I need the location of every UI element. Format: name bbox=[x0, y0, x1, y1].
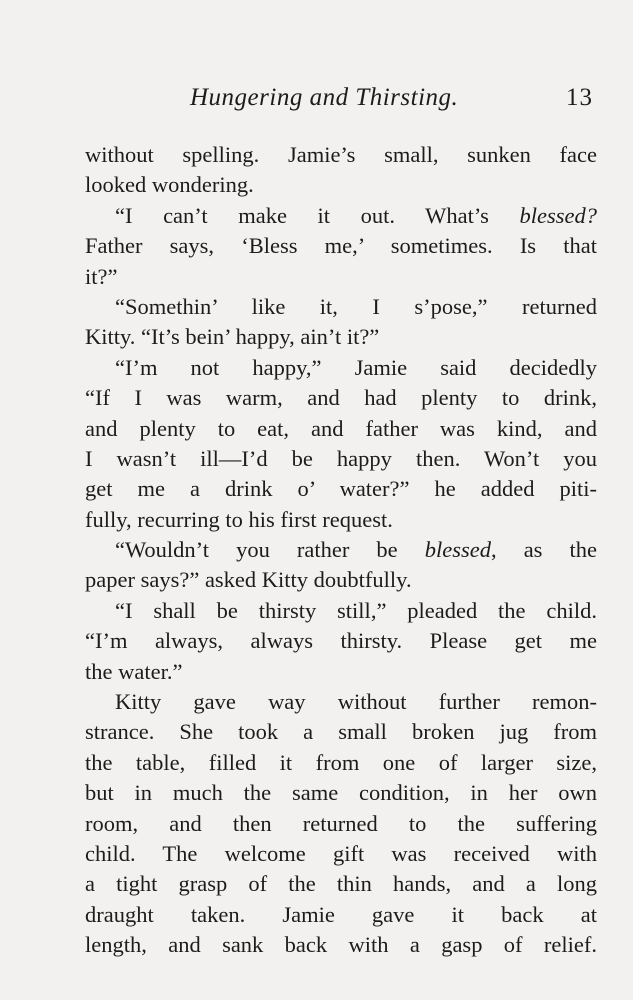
text-line bbox=[85, 778, 597, 808]
text-line bbox=[85, 748, 597, 778]
text-line bbox=[85, 383, 597, 413]
text-segment: but in much the same condition, in her own bbox=[85, 780, 597, 806]
text-segment: blessed bbox=[424, 537, 491, 563]
text-line bbox=[85, 444, 597, 474]
text-line bbox=[85, 353, 597, 383]
text-line bbox=[85, 170, 597, 200]
text-segment: paper says?” asked Kitty doubtfully. bbox=[85, 567, 412, 593]
text-segment: a tight grasp of the thin hands, and a long bbox=[85, 871, 597, 897]
text-segment: get me a drink o’ water?” he added piti- bbox=[85, 476, 597, 502]
text-line bbox=[85, 930, 597, 960]
text-line bbox=[85, 809, 597, 839]
text-segment: strance. She took a small broken jug from bbox=[85, 719, 597, 745]
text-line bbox=[85, 414, 597, 444]
text-segment: “Wouldn’t you rather be bbox=[115, 537, 425, 563]
text-line bbox=[85, 900, 597, 930]
page-header bbox=[85, 84, 597, 124]
text-line bbox=[85, 717, 597, 747]
text-line bbox=[85, 140, 597, 170]
text-line bbox=[85, 657, 597, 687]
text-segment: blessed? bbox=[519, 202, 597, 228]
text-line bbox=[85, 535, 597, 565]
text-segment: Kitty gave way without further remon- bbox=[115, 689, 597, 715]
text-segment: looked wondering. bbox=[85, 172, 254, 198]
text-line bbox=[85, 505, 597, 535]
text-segment: room, and then returned to the suffering bbox=[85, 810, 597, 836]
text-segment: “I’m not happy,” Jamie said decidedly bbox=[115, 354, 597, 380]
text-segment: the water.” bbox=[85, 658, 183, 684]
text-segment: draught taken. Jamie gave it back at bbox=[85, 901, 597, 927]
text-segment: Kitty. “It’s bein’ happy, ain’t it?” bbox=[85, 324, 380, 350]
text-segment: the table, filled it from one of larger size, bbox=[85, 749, 597, 775]
text-segment: and plenty to eat, and father was kind, and bbox=[85, 415, 597, 441]
text-line bbox=[85, 474, 597, 504]
text-line bbox=[85, 687, 597, 717]
text-segment: fully, recurring to his first request. bbox=[85, 506, 393, 532]
text-line bbox=[85, 322, 597, 352]
page-number: 13 bbox=[566, 84, 593, 111]
text-segment: length, and sank back with a gasp of relief. bbox=[85, 932, 597, 958]
text-segment: without spelling. Jamie’s small, sunken face bbox=[85, 142, 597, 167]
text-line bbox=[85, 565, 597, 595]
text-line bbox=[85, 292, 597, 322]
text-segment: I wasn’t ill—I’d be happy then. Won’t you bbox=[85, 445, 597, 471]
text-segment: “If I was warm, and had plenty to drink, bbox=[85, 385, 597, 411]
text-segment: “I shall be thirsty still,” pleaded the child. bbox=[115, 597, 597, 623]
text-segment: child. The welcome gift was received with bbox=[85, 840, 597, 866]
text-line bbox=[85, 201, 597, 231]
text-line bbox=[85, 626, 597, 656]
text-segment: “Somethin’ like it, I s’pose,” returned bbox=[115, 293, 597, 319]
text-line bbox=[85, 869, 597, 899]
running-title: Hungering and Thirsting. bbox=[190, 84, 459, 111]
text-line bbox=[85, 596, 597, 626]
text-segment: “I can’t make it out. What’s bbox=[115, 202, 520, 228]
text-segment: “I’m always, always thirsty. Please get me bbox=[85, 628, 597, 654]
text-line bbox=[85, 262, 597, 292]
text-segment: Father says, ‘Bless me,’ sometimes. Is that bbox=[85, 233, 597, 259]
body-text bbox=[85, 140, 597, 961]
text-segment: , as the bbox=[491, 537, 597, 563]
text-line bbox=[85, 231, 597, 261]
text-segment: it?” bbox=[85, 263, 118, 289]
text-line bbox=[85, 839, 597, 869]
